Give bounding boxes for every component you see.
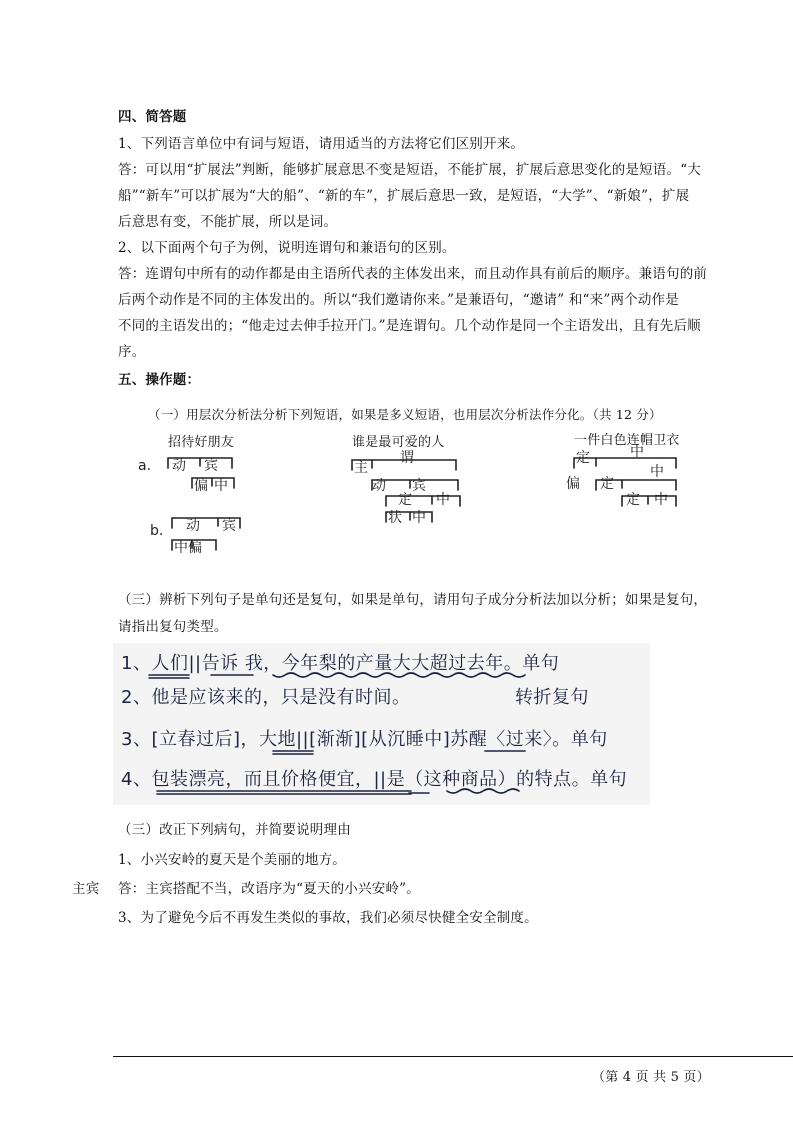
wei-mark: 谓 [400,450,414,466]
phrase-3: 一件白色连帽卫衣 [574,433,680,448]
page-number: （第 4 页 共 5 页） [592,1070,710,1085]
section5-heading: 五、操作题： [118,372,201,388]
zhong-mark: 中 [214,478,228,494]
answer-2-line-2: 后两个动作是不同的主体发出的。所以“我们邀请你来。”是兼语句，“邀请” 和“来”两个动作是 [118,292,679,308]
answer-1-line-3: 后意思有变，不能扩展，所以是词。 [118,214,338,230]
dong-mark: 动 [172,458,186,474]
instruction-sentence-type-2: 请指出复句类型。 [118,619,228,635]
answer-2-line-4: 序。 [118,344,146,360]
bin-mark-2: 宾 [412,478,426,494]
zhuang-mark-2: 状 [388,510,402,526]
phrase-1: 招待好朋友 [168,435,235,450]
sentence-3: 3、为了避免今后不再发生类似的事故，我们必须尽快健全安全制度。 [118,910,538,926]
bin-mark: 宾 [204,458,218,474]
sentence-1-answer: 答：主宾搭配不当，改语序为“夏天的小兴安岭”。 [118,881,420,897]
bin-mark-b: 宾 [222,518,236,534]
answer-2-line-3: 不同的主语发出的；“他走过去伸手拉开门。”是连谓句。几个动作是同一个主语发出，且有先后顺 [118,318,701,334]
handwritten-answer-3: 3、[立春过后]，大地||[渐渐][从沉睡中]苏醒〈过来〉。单句 [121,729,608,750]
zhong-mark-2b: 中 [412,510,426,526]
ding-mark-3c: 定 [626,492,640,508]
dong-mark-2: 动 [372,478,386,494]
zhong-mark-3: 中 [630,444,644,460]
pian-mark-3: 偏 [566,476,580,492]
zhongpian-mark-b: 中偏 [174,540,202,556]
instruction-analysis: （一）用层次分析法分析下列短语，如果是多义短语，也用层次分析法作分化。（共 12 分） [148,407,662,422]
pian-mark: 偏 [194,478,208,494]
handwritten-underlines [113,643,650,805]
zhong-mark-3c: 中 [654,492,668,508]
handwritten-answer-4: 4、包装漂亮，而且价格便宜，||是（这种商品）的特点。单句 [121,769,628,790]
sentence-1: 1、小兴安岭的夏天是个美丽的地方。 [118,852,346,868]
ding-mark-3: 定 [576,450,590,466]
reading-b-mark: b. [150,523,164,539]
margin-note: 主宾 [72,881,100,897]
question-1: 1、下列语言单位中有词与短语，请用适当的方法将它们区别开来。 [118,136,525,152]
answer-1-line-2: 船”“新车”可以扩展为“大的船”、“新的车”，扩展后意思一致，是短语，“大学”、“新娘”，扩展 [118,188,690,204]
instruction-sentence-type: （三）辨析下列句子是单句还是复句，如果是单句，请用句子成分分析法加以分析；如果是复句， [118,592,708,608]
ding-mark-2: 定 [398,492,412,508]
reading-a-mark: a. [138,458,152,474]
phrase-2: 谁是最可爱的人 [352,435,445,450]
footer-rule [113,1056,793,1057]
section4-heading: 四、简答题 [118,109,187,125]
zhu-mark: 主 [354,460,368,476]
handwritten-answer-1: 1、人们||告诉 我，今年梨的产量大大超过去年。单句 [121,653,560,674]
answer-2-line-1: 答：连谓句中所有的动作都是由主语所代表的主体发出来，而且动作具有前后的顺序。兼语句的前 [118,266,708,282]
answer-1-line-1: 答：可以用“扩展法”判断，能够扩展意思不变是短语，不能扩展，扩展后意思变化的是短语。“大 [118,162,702,178]
instruction-correction: （三）改正下列病句，并简要说明理由 [118,822,351,838]
zhong-mark-2: 中 [436,492,450,508]
question-2: 2、以下面两个句子为例，说明连谓句和兼语句的区别。 [118,240,456,256]
handwritten-answer-2: 2、他是应该来的，只是没有时间。 [121,687,411,708]
dong-mark-b: 动 [186,518,200,534]
handwritten-answers-panel [113,643,650,805]
zhong-mark-3b: 中 [650,464,664,480]
ding-mark-3b: 定 [600,476,614,492]
handwritten-answer-2-type: 转折复句 [515,687,589,708]
